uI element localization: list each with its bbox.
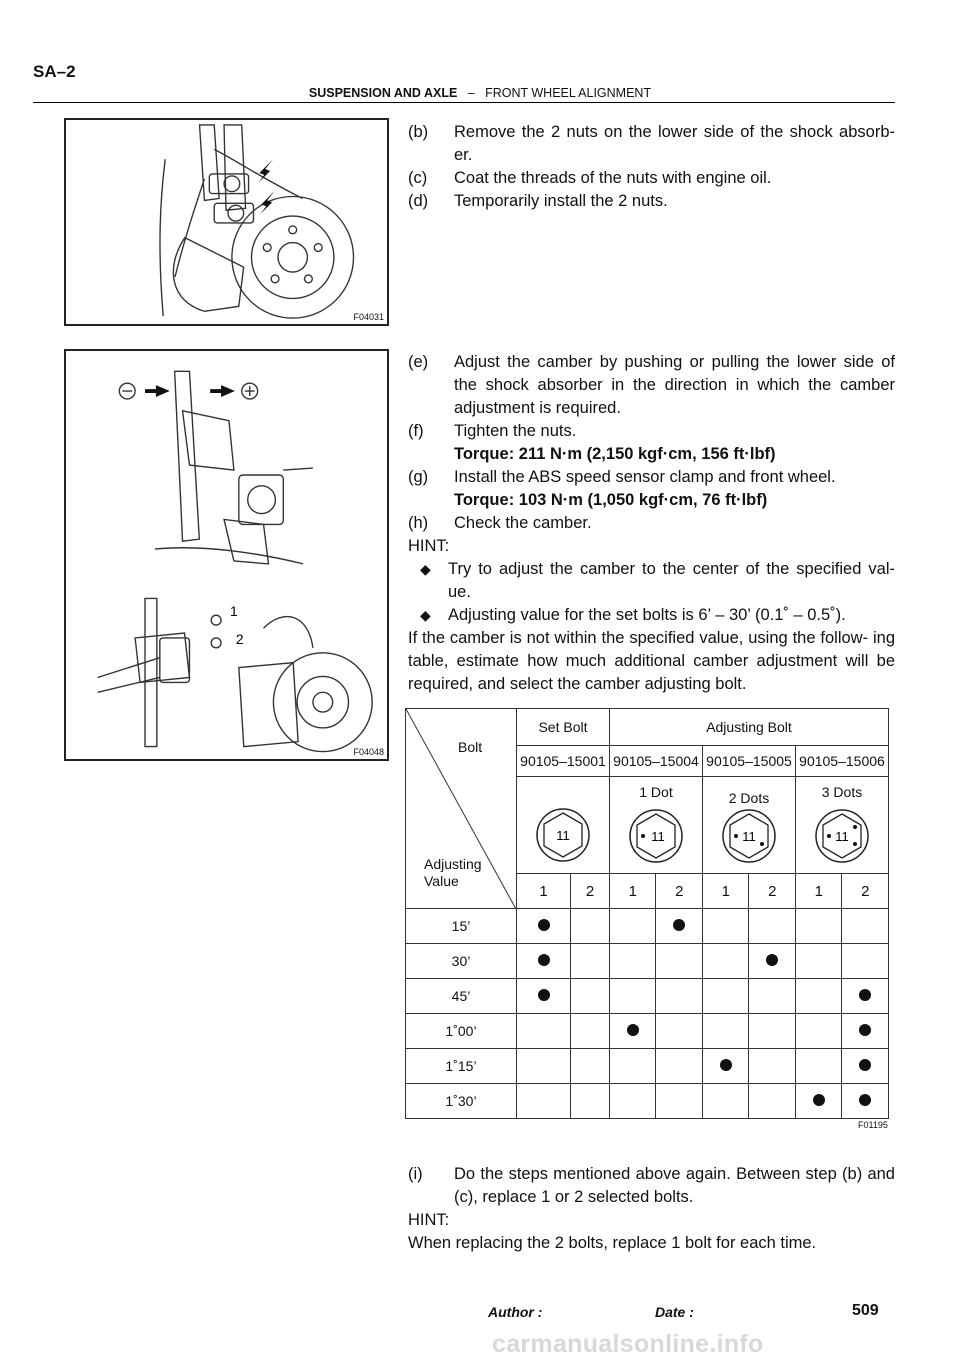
header-separator: – bbox=[467, 86, 475, 100]
subsection-title: FRONT WHEEL ALIGNMENT bbox=[485, 86, 652, 100]
torque-spec: Torque: 211 N·m (2,150 kgf·cm, 156 ft·lbf) bbox=[454, 445, 776, 463]
mark-cell bbox=[656, 909, 703, 944]
author-label: Author : bbox=[488, 1304, 543, 1320]
figure-code: F04048 bbox=[353, 747, 384, 757]
table-corner bbox=[406, 709, 517, 909]
bolt-head-1dot bbox=[609, 777, 702, 874]
mark-cell bbox=[571, 909, 610, 944]
step-d bbox=[408, 190, 895, 213]
table-figure-code: F01195 bbox=[858, 1120, 888, 1130]
step-h bbox=[408, 512, 895, 535]
selection-dot-icon bbox=[859, 1059, 871, 1071]
bolt-head-0dot bbox=[517, 777, 610, 874]
mark-cell bbox=[656, 1049, 703, 1084]
part-number: 90105–15001 bbox=[517, 746, 610, 777]
mark-cell bbox=[517, 979, 571, 1014]
step-g bbox=[408, 466, 895, 512]
hint-bullet-2 bbox=[408, 604, 895, 627]
page-code: SA–2 bbox=[33, 62, 76, 81]
mark-cell bbox=[571, 944, 610, 979]
table-row bbox=[406, 979, 889, 1014]
dot-label: 2 Dots bbox=[728, 789, 770, 806]
mark-cell bbox=[609, 909, 656, 944]
selection-dot-icon bbox=[859, 1024, 871, 1036]
mark-cell bbox=[795, 1014, 842, 1049]
mark-cell bbox=[702, 944, 749, 979]
step-text: Coat the threads of the nuts with engine oil. bbox=[454, 169, 772, 187]
adjusting-value: 15’ bbox=[406, 909, 517, 944]
mark-cell bbox=[571, 1014, 610, 1049]
sub-col-header: 2 bbox=[571, 874, 610, 909]
hex-bolt-head-icon bbox=[719, 806, 779, 866]
mark-cell bbox=[609, 1049, 656, 1084]
selection-dot-icon bbox=[538, 989, 550, 1001]
mark-cell bbox=[609, 979, 656, 1014]
figure-camber-adjustment bbox=[64, 349, 389, 761]
diamond-bullet-icon: ◆ bbox=[420, 607, 431, 623]
part-number: 90105–15004 bbox=[609, 746, 702, 777]
selection-dot-icon bbox=[627, 1024, 639, 1036]
watermark: carmanualsonline.info bbox=[492, 1330, 764, 1358]
mark-cell bbox=[571, 979, 610, 1014]
table-row bbox=[406, 944, 889, 979]
figure-code: F04031 bbox=[353, 312, 384, 322]
adjusting-bolt-header: Adjusting Bolt bbox=[609, 709, 888, 746]
step-label: (c) bbox=[408, 169, 428, 187]
part-number: 90105–15005 bbox=[702, 746, 795, 777]
hex-bolt-head-icon bbox=[812, 806, 872, 866]
mark-cell bbox=[749, 944, 796, 979]
mark-cell bbox=[656, 944, 703, 979]
value-rows bbox=[406, 909, 889, 1119]
mark-cell bbox=[749, 1084, 796, 1119]
camber-bolt-table bbox=[405, 708, 889, 1119]
mark-cell bbox=[842, 1014, 889, 1049]
figure-shock-absorber-nuts bbox=[64, 118, 389, 326]
step-text: Remove the 2 nuts on the lower side of the shock absorb- er. bbox=[454, 123, 895, 164]
table-row bbox=[406, 1049, 889, 1084]
head-mark: 11 bbox=[835, 828, 849, 844]
mark-cell bbox=[749, 909, 796, 944]
bullet-text: Try to adjust the camber to the center of the specified val- ue. bbox=[448, 560, 895, 601]
sub-col-header: 1 bbox=[795, 874, 842, 909]
selection-dot-icon bbox=[673, 919, 685, 931]
torque-spec: Torque: 103 N·m (1,050 kgf·cm, 76 ft·lbf) bbox=[454, 491, 768, 509]
header-rule bbox=[33, 102, 895, 103]
table-row bbox=[406, 909, 889, 944]
mark-cell bbox=[795, 979, 842, 1014]
adjusting-value: 30’ bbox=[406, 944, 517, 979]
page-number: 509 bbox=[852, 1302, 879, 1319]
replace-note: When replacing the 2 bolts, replace 1 bolt for each time. bbox=[408, 1234, 817, 1252]
section-title: SUSPENSION AND AXLE bbox=[308, 86, 458, 100]
adjusting-value: 1˚30’ bbox=[406, 1084, 517, 1119]
camber-instruction: If the camber is not within the specified value, using the follow- ing table, estimate how much additional camber adjustment will be required, and select the camber adjusting bolt. bbox=[408, 629, 895, 693]
mark-cell bbox=[749, 979, 796, 1014]
part-number: 90105–15006 bbox=[795, 746, 888, 777]
mark-cell bbox=[702, 909, 749, 944]
diamond-bullet-icon: ◆ bbox=[420, 561, 431, 577]
mark-cell bbox=[842, 1049, 889, 1084]
mark-cell bbox=[656, 1084, 703, 1119]
corner-value-label bbox=[424, 856, 482, 890]
step-label: (d) bbox=[408, 192, 429, 210]
selection-dot-icon bbox=[813, 1094, 825, 1106]
callout-1: 1 bbox=[229, 603, 238, 620]
selection-dot-icon bbox=[766, 954, 778, 966]
set-bolt-header: Set Bolt bbox=[517, 709, 610, 746]
bolt-head-2dots bbox=[702, 777, 795, 874]
step-i bbox=[408, 1163, 895, 1209]
mark-cell bbox=[517, 909, 571, 944]
mark-cell bbox=[609, 944, 656, 979]
step-text: Adjust the camber by pushing or pulling the lower side of the shock absorber in the direction in which the camber adjustment is required. bbox=[454, 353, 895, 417]
mark-cell bbox=[842, 944, 889, 979]
step-text: Do the steps mentioned above again. Between step (b) and (c), replace 1 or 2 selected bolts. bbox=[454, 1165, 895, 1206]
mark-cell bbox=[795, 1084, 842, 1119]
corner-value-line2: Value bbox=[424, 873, 459, 889]
dot-label: 3 Dots bbox=[821, 783, 863, 800]
step-text: Install the ABS speed sensor clamp and front wheel. bbox=[454, 468, 836, 486]
step-label: (g) bbox=[408, 468, 429, 486]
mark-cell bbox=[749, 1049, 796, 1084]
bolt-head-3dots bbox=[795, 777, 888, 874]
date-label: Date : bbox=[655, 1304, 694, 1320]
hint-label: HINT: bbox=[408, 537, 450, 555]
mark-cell bbox=[571, 1049, 610, 1084]
step-c bbox=[408, 167, 895, 190]
step-label: (i) bbox=[408, 1165, 423, 1183]
table-row bbox=[406, 1084, 889, 1119]
step-text: Check the camber. bbox=[454, 514, 592, 532]
adjusting-value: 1˚15’ bbox=[406, 1049, 517, 1084]
shock-absorber-illustration bbox=[66, 120, 387, 324]
mark-cell bbox=[842, 979, 889, 1014]
mark-cell bbox=[702, 1084, 749, 1119]
step-label: (f) bbox=[408, 422, 424, 440]
sub-col-header: 2 bbox=[656, 874, 703, 909]
dot-label: 1 Dot bbox=[639, 783, 673, 800]
mark-cell bbox=[842, 909, 889, 944]
callout-2: 2 bbox=[235, 630, 244, 647]
hint-label: HINT: bbox=[408, 1211, 450, 1229]
sub-col-header: 1 bbox=[609, 874, 656, 909]
mark-cell bbox=[517, 944, 571, 979]
step-text: Tighten the nuts. bbox=[454, 422, 577, 440]
sub-col-header: 2 bbox=[842, 874, 889, 909]
running-header bbox=[0, 86, 960, 100]
corner-bolt-label: Bolt bbox=[458, 739, 483, 755]
step-text: Temporarily install the 2 nuts. bbox=[454, 192, 668, 210]
mark-cell bbox=[842, 1084, 889, 1119]
mark-cell bbox=[702, 979, 749, 1014]
sub-col-header: 2 bbox=[749, 874, 796, 909]
mark-cell bbox=[795, 944, 842, 979]
step-e bbox=[408, 351, 895, 420]
mark-cell bbox=[656, 979, 703, 1014]
selection-dot-icon bbox=[859, 989, 871, 1001]
head-mark: 11 bbox=[556, 827, 570, 843]
sub-col-header: 1 bbox=[702, 874, 749, 909]
step-label: (b) bbox=[408, 123, 429, 141]
mark-cell bbox=[702, 1014, 749, 1049]
hex-bolt-head-icon bbox=[533, 805, 593, 865]
mark-cell bbox=[517, 1084, 571, 1119]
mark-cell bbox=[795, 909, 842, 944]
selection-dot-icon bbox=[720, 1059, 732, 1071]
head-mark: 11 bbox=[742, 828, 756, 844]
hint-bullet-1 bbox=[408, 558, 895, 604]
corner-value-line1: Adjusting bbox=[424, 856, 482, 872]
step-b bbox=[408, 121, 895, 167]
mark-cell bbox=[609, 1014, 656, 1049]
mark-cell bbox=[749, 1014, 796, 1049]
adjusting-value: 1˚00’ bbox=[406, 1014, 517, 1049]
mark-cell bbox=[517, 1014, 571, 1049]
bullet-text: Adjusting value for the set bolts is 6’ – 30’ (0.1˚ – 0.5˚). bbox=[448, 606, 846, 624]
step-label: (e) bbox=[408, 353, 429, 371]
mark-cell bbox=[795, 1049, 842, 1084]
head-mark: 11 bbox=[651, 828, 665, 844]
sub-col-header: 1 bbox=[517, 874, 571, 909]
selection-dot-icon bbox=[538, 954, 550, 966]
mark-cell bbox=[517, 1049, 571, 1084]
mark-cell bbox=[609, 1084, 656, 1119]
table-row bbox=[406, 1014, 889, 1049]
mark-cell bbox=[702, 1049, 749, 1084]
step-label: (h) bbox=[408, 514, 429, 532]
adjusting-value: 45’ bbox=[406, 979, 517, 1014]
hex-bolt-head-icon bbox=[626, 806, 686, 866]
mark-cell bbox=[571, 1084, 610, 1119]
mark-cell bbox=[656, 1014, 703, 1049]
step-f bbox=[408, 420, 895, 466]
selection-dot-icon bbox=[859, 1094, 871, 1106]
camber-illustration bbox=[66, 351, 387, 759]
selection-dot-icon bbox=[538, 919, 550, 931]
